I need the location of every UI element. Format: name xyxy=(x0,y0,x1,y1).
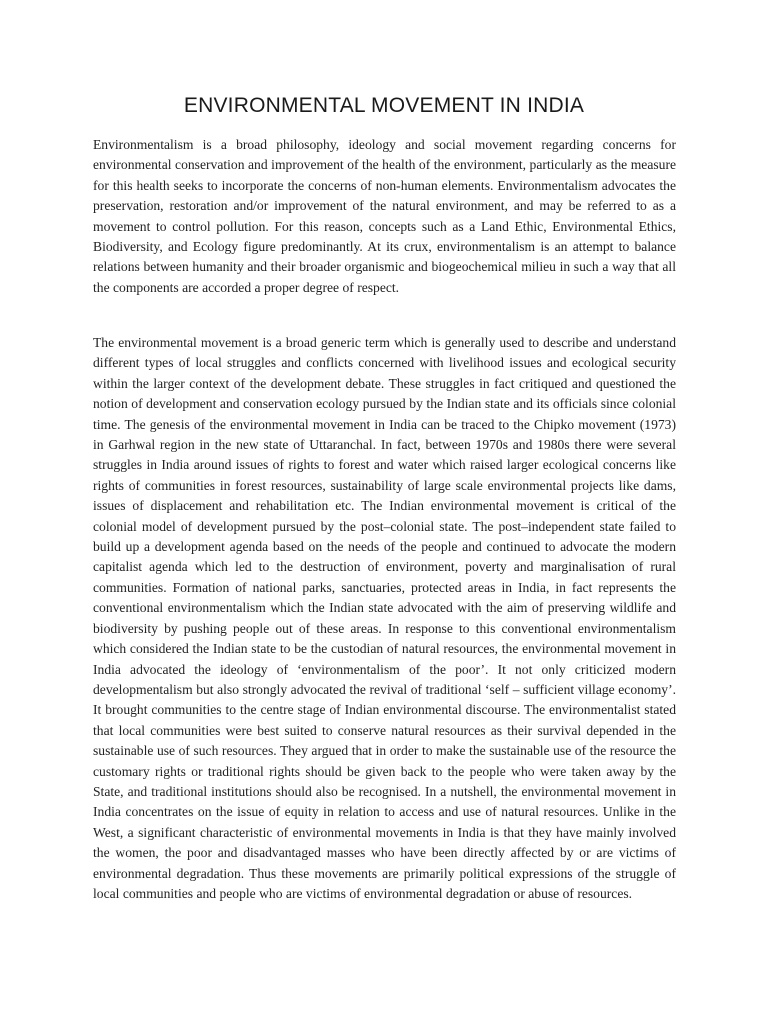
paragraph-environmental-movement: The environmental movement is a broad generic term which is generally used to describe and understand different types of local struggles and conflicts concerned with livelihood issues and ecological security within the larger context of the development debate. These struggles in fact critiqued and questioned the notion of development and conservation ecology pursued by the Indian state and its officials since colonial time. The genesis of the environmental movement in India can be traced to the Chipko movement (1973) in Garhwal region in the new state of Uttaranchal. In fact, between 1970s and 1980s there were several struggles in India around issues of rights to forest and water which raised larger ecological concerns like rights of communities in forest resources, sustainability of large scale environmental projects like dams, issues of displacement and rehabilitation etc. The Indian environmental movement is critical of the colonial model of development pursued by the post–colonial state. The post–independent state failed to build up a development agenda based on the needs of the people and continued to advocate the modern capitalist agenda which led to the destruction of environment, poverty and marginalisation of rural communities. Formation of national parks, sanctuaries, protected areas in India, in fact represents the conventional environmentalism which the Indian state advocated with the aim of preserving wildlife and biodiversity by pushing people out of these areas. In response to this conventional environmentalism which considered the Indian state to be the custodian of natural resources, the environmental movement in India advocated the ideology of ‘environmentalism of the poor’. It not only criticized modern developmentalism but also strongly advocated the revival of traditional ‘self – sufficient village economy’. It brought communities to the centre stage of Indian environmental discourse. The environmentalist stated that local communities were best suited to conserve natural resources as their survival depended in the sustainable use of such resources. They argued that in order to make the sustainable use of the resource the customary rights or traditional rights should be given back to the people who were taken away by the State, and traditional institutions should also be recognised. In a nutshell, the environmental movement in India concentrates on the issue of equity in relation to access and use of natural resources. Unlike in the West, a significant characteristic of environmental movements in India is that they have mainly involved the women, the poor and disadvantaged masses who have been directly affected by or are victims of environmental degradation. Thus these movements are primarily political expressions of the struggle of local communities and people who are victims of environmental degradation or abuse of resources. xyxy=(93,335,676,901)
document-title: ENVIRONMENTAL MOVEMENT IN INDIA xyxy=(183,94,585,117)
paragraph-introduction: Environmentalism is a broad philosophy, ideology and social movement regarding concerns for environmental conservation and improvement of the health of the environment, particularly as the measure for this health seeks to incorporate the concerns of non-human elements. Environmentalism advocates the preservation, restoration and/or improvement of the natural environment, and may be referred to as a movement to control pollution. For this reason, concepts such as a Land Ethic, Environmental Ethics, Biodiversity, and Ecology figure predominantly. At its crux, environmentalism is an attempt to balance relations between humanity and their broader organismic and biogeochemical milieu in such a way that all the components are accorded a proper degree of respect. xyxy=(93,137,676,295)
